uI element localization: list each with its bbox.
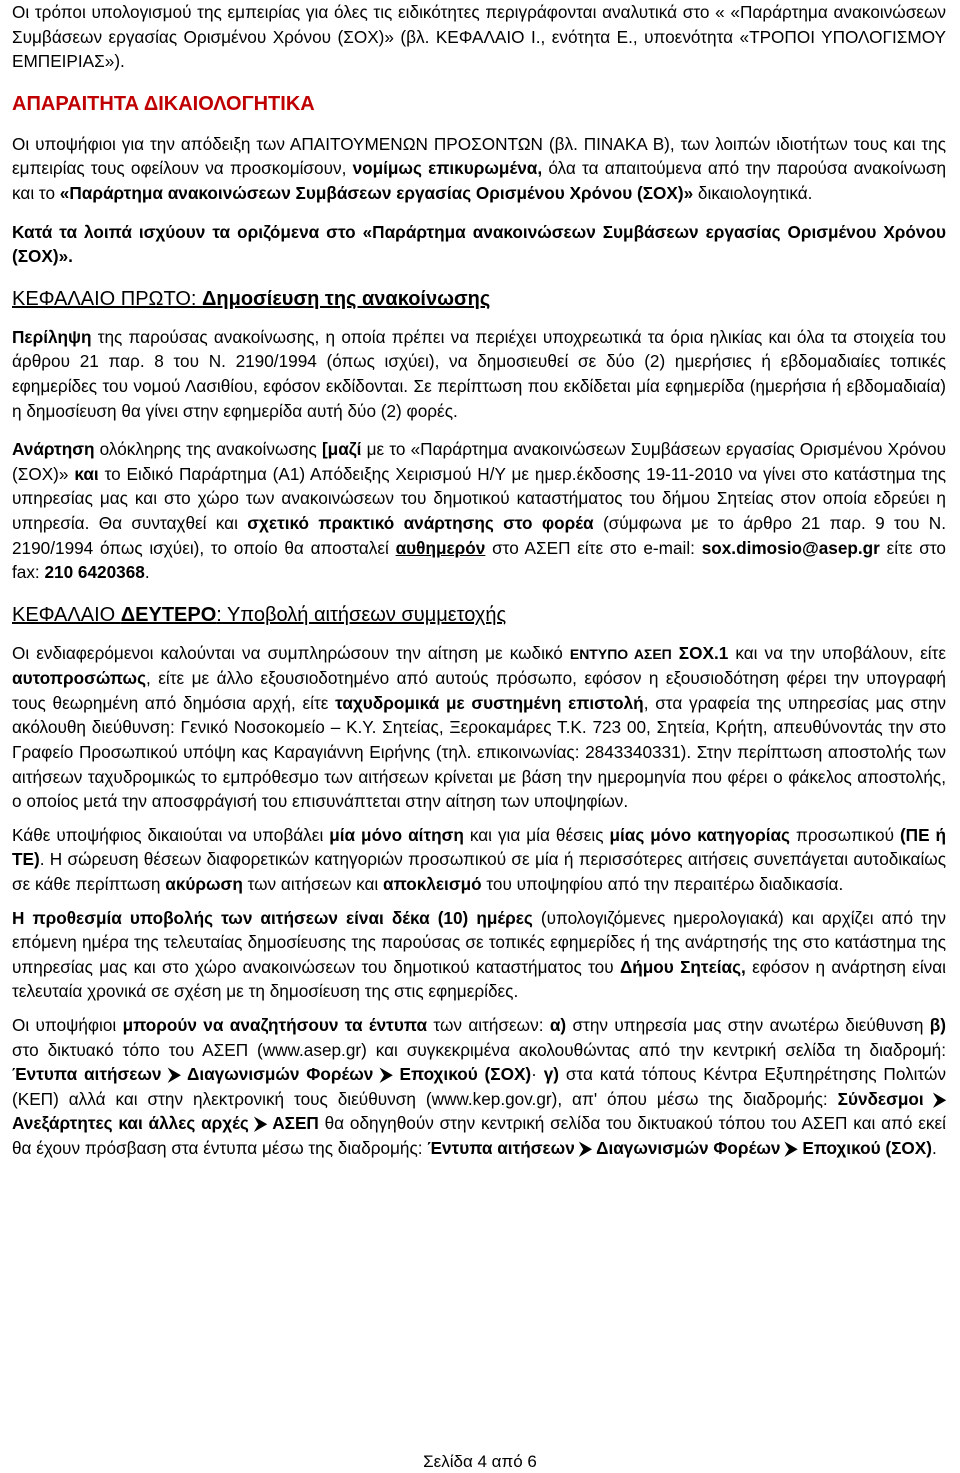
text-run: Οι υποψήφιοι (12, 1015, 123, 1035)
bold-run: Η προθεσμία υποβολής των αιτήσεων είναι δέκα (10) ημέρες (12, 907, 533, 928)
email-link[interactable]: sox.dimosio@asep.gr (701, 537, 880, 558)
bold-run: [μαζί (321, 439, 362, 460)
text-run: . (144, 562, 150, 583)
bold-run: νομίμως επικυρωμένα, (352, 158, 543, 179)
chapter-prefix: ΚΕΦΑΛΑΙΟ (12, 603, 121, 626)
text-run: και για μία θέσεις (463, 824, 610, 845)
bold-run: Διαγωνισμών Φορέων (186, 1064, 374, 1085)
text-run: στην υπηρεσία μας στην ανωτέρω διεύθυνση (566, 1015, 930, 1035)
paragraph-summary (12, 325, 946, 423)
text-run: ολόκληρης της ανακοίνωσης (94, 439, 322, 460)
paragraph-documents (12, 132, 946, 206)
arrow-right-icon: ⮞ (248, 1113, 273, 1134)
bold-run: Ανάρτηση (12, 439, 95, 460)
arrow-right-icon: ⮞ (161, 1064, 187, 1085)
bold-run: αυτοπροσώπως (12, 668, 147, 689)
heading-required-documents: ΑΠΑΡΑΙΤΗΤΑ ΔΙΚΑΙΟΛΟΓΗΤΙΚΑ (12, 92, 315, 115)
text-run: των αιτήσεων: (427, 1015, 550, 1035)
form-code: ΕΝΤΥΠΟ ΑΣΕΠ (569, 645, 672, 662)
text-run: στο ΑΣΕΠ είτε στο e-mail: (485, 537, 702, 558)
bold-run: Σύνδεσμοι (837, 1088, 924, 1109)
bold-run: αποκλεισμό (383, 874, 482, 895)
bold-run: ΑΣΕΠ (272, 1113, 319, 1134)
bold-run: α) (549, 1015, 567, 1035)
bold-run: Εποχικού (ΣΟΧ) (802, 1137, 932, 1158)
arrow-right-icon: ⮞ (574, 1137, 597, 1158)
text-run: , είτε με άλλο εξουσιοδοτημένο από αυτούς πρόσωπο, εφόσον η εξουσιοδότηση φέρει την υπογραφή τους θεωρημένη από δημόσια αρχή, είτε (12, 668, 946, 713)
arrow-right-icon: ⮞ (373, 1064, 400, 1085)
bold-run: Περίληψη (12, 326, 92, 347)
document-page (12, 0, 946, 1161)
bold-run: μία μόνο αίτηση (329, 824, 464, 845)
bold-run: Διαγωνισμών Φορέων (596, 1137, 781, 1158)
bold-run: Έντυπα αιτήσεων (427, 1137, 575, 1158)
chapter-title: Δημοσίευση της ανακοίνωσης (202, 287, 491, 310)
text-run: της παρούσας ανακοίνωσης, η οποία πρέπει να περιέχει υποχρεωτικά τα όρια ηλικίας και όλα τα στοιχεία του άρθρου 21 παρ. 8 του Ν. 2190/1994 (όπως ισχύει), να δημοσιευθεί σε δύο (2) ημερήσιες ή εβδομαδιαίες τοπικές εφημερίδες του νομού Λασιθίου, εφόσον εκδίδονται. Σε περίπτωση που εκδίδεται μία εφημερίδα (ημερήσια ή εβδομαδιαία) η δημοσίευση θα γίνει στην εφημερίδα αυτή δύο (2) φορές. (12, 326, 946, 421)
text-run: , στα γραφεία της υπηρεσίας μας στην ακόλουθη διεύθυνση: Γενικό Νοσοκομείο – Κ.Υ. Σητείας, Ξεροκαμάρες Τ.Κ. 723 00, Σητεία, Κρήτη, απευθύνοντάς την στο Γραφείο Προσωπικού υπόψη κας Καραγιάννη Ειρήνης (τηλ. επικοινωνίας: 2843340331). Στην περίπτωση αποστολής των αιτήσεων ταχυδρομικώς το εμπρόθεσμο των αιτήσεων κρίνεται με βάση την ημερομηνία που φέρει ο φάκελος αποστολής, ο οποίος μετά την αποσφράγισή του επισυνάπτεται στην αίτηση των υποψηφίων. (12, 692, 946, 812)
paragraph-submission (12, 641, 946, 814)
text-run: όλα τα απαιτούμενα από την παρούσα ανακοίνωση και το (12, 158, 946, 203)
text-run: είτε στο fax: (12, 537, 946, 583)
form-code-number: ΣΟΧ.1 (671, 642, 729, 663)
bold-run: β) (929, 1015, 946, 1035)
bold-run: και (74, 463, 99, 484)
chapter-number: ΔΕΥΤΕΡΟ (120, 603, 217, 626)
bold-run: Έντυπα αιτήσεων (12, 1064, 162, 1085)
arrow-right-icon: ⮞ (923, 1088, 946, 1109)
chapter-prefix: ΚΕΦΑΛΑΙΟ ΠΡΩΤΟ: (12, 287, 203, 310)
arrow-right-icon: ⮞ (780, 1137, 803, 1158)
text-run: Οι ενδιαφερόμενοι καλούνται να συμπληρώσουν την αίτηση με κωδικό (12, 642, 570, 663)
text-run: των αιτήσεων και (242, 874, 383, 895)
bold-run: σχετικό πρακτικό ανάρτησης στο φορέα (247, 512, 594, 533)
bold-run: Δήμου Σητείας, (619, 956, 746, 977)
chapter-title: : Υποβολή αιτήσεων συμμετοχής (216, 603, 507, 626)
paragraph-otherwise: Κατά τα λοιπά ισχύουν τα οριζόμενα στο «Παράρτημα ανακοινώσεων Συμβάσεων εργασίας Ορισμένου Χρόνου (ΣΟΧ)». (12, 221, 946, 267)
text-run: δικαιολογητικά. (693, 182, 813, 203)
bold-run: γ) (543, 1064, 560, 1085)
text-run: (σύμφωνα με το άρθρο 21 παρ. 9 του Ν. 2190/1994 όπως ισχύει), το οποίο θα αποσταλεί (12, 512, 946, 558)
text-run: . (931, 1137, 937, 1158)
chapter-two-heading (12, 601, 946, 629)
text-run: Κάθε υποψήφιος δικαιούται να υποβάλει (12, 824, 330, 845)
text-run: στο δικτυακό τόπο του ΑΣΕΠ (www.asep.gr) και συγκεκριμένα ακολουθώντας από την κεντρική σελίδα τη διαδρομή: (12, 1039, 946, 1060)
paragraph-deadline (12, 906, 946, 1004)
bold-run: Εποχικού (ΣΟΧ) (399, 1064, 532, 1085)
text-run: · (531, 1064, 544, 1085)
page-footer: Σελίδα 4 από 6 (423, 1452, 537, 1471)
text-run: στα κατά τόπους Κέντρα Εξυπηρέτησης Πολιτών (ΚΕΠ) αλλά και στην ηλεκτρονική τους διεύθυνση (www.kep.gov.gr), απ' όπου μέσω της διαδρομής: (12, 1064, 947, 1109)
text-run: και να την υποβάλουν, είτε (728, 642, 946, 663)
text-run: (υπολογιζόμενες ημερολογιακά) και αρχίζει από την επόμενη ημέρα της τελευταίας δημοσίευσης της παρούσας σε τοπικές εφημερίδες ή της ανάρτησής της στο κατάστημα της υπηρεσίας μας και στο χώρο ανακοινώσεων του δημοτικού καταστήματος του (12, 907, 947, 977)
text-run: θα οδηγηθούν στην κεντρική σελίδα του δικτυακού τόπου του ΑΣΕΠ και από εκεί θα έχουν πρόσβαση στα έντυπα μέσω της διαδρομής: (12, 1113, 946, 1158)
bold-run: «Παράρτημα ανακοινώσεων Συμβάσεων εργασίας Ορισμένου Χρόνου (ΣΟΧ)» (59, 182, 694, 203)
chapter-one-heading (12, 285, 946, 313)
paragraph-forms (12, 1013, 946, 1161)
bold-run: ταχυδρομικά με συστημένη επιστολή (335, 692, 644, 713)
text-run: εφόσον η ανάρτηση είναι τελευταία χρονικά σε σχέση με τη δημοσίευση της στις εφημερίδες. (12, 956, 946, 1002)
paragraph-posting (12, 437, 946, 585)
paragraph-experience (12, 0, 946, 74)
paragraph-single-application (12, 823, 946, 897)
text-run: Οι υποψήφιοι για την απόδειξη των ΑΠΑΙΤΟΥΜΕΝΩΝ ΠΡΟΣΟΝΤΩΝ (βλ. ΠΙΝΑΚΑ Β), των λοιπών ιδιοτήτων τους και της εμπειρίας τους οφείλουν να προσκομίσουν, (12, 133, 946, 179)
bold-run: μίας μόνο κατηγορίας (609, 824, 790, 845)
bold-run: ακύρωση (165, 874, 243, 895)
paragraph-text: Οι τρόποι υπολογισμού της εμπειρίας για όλες τις ειδικότητες περιγράφονται αναλυτικά στο « «Παράρτημα ανακοινώσεων Συμβάσεων εργασίας Ορισμένου Χρόνου (ΣΟΧ)» (βλ. ΚΕΦΑΛΑΙΟ Ι., ενότητα Ε., υποενότητα «ΤΡΟΠΟΙ ΥΠΟΛΟΓΙΣΜΟΥ ΕΜΠΕΙΡΙΑΣ»). (12, 2, 946, 72)
text-run: προσωπικού (790, 824, 900, 845)
fax-number: 210 6420368 (44, 562, 145, 583)
bold-run: Ανεξάρτητες και άλλες αρχές (12, 1113, 249, 1134)
bold-underline-run: αυθημερόν (395, 537, 486, 558)
text-run: του υποψηφίου από την περαιτέρω διαδικασία. (481, 874, 844, 895)
text-run: το Ειδικό Παράρτημα (Α1) Απόδειξης Χειρισμού Η/Υ με ημερ.έκδοσης 19-11-2010 να γίνει στο κατάστημα της υπηρεσίας μας και στο χώρο των ανακοινώσεων του δημοτικού καταστήματος του δήμου Σητείας στον οποία εδρεύει η υπηρεσία. Θα συνταχθεί και (12, 463, 946, 533)
text-run: με το «Παράρτημα ανακοινώσεων Συμβάσεων εργασίας Ορισμένου Χρόνου (ΣΟΧ)» (12, 439, 946, 484)
text-run: . Η σώρευση θέσεων διαφορετικών κατηγοριών προσωπικού σε μία ή περισσότερες αιτήσεις συνεπάγεται αυτοδικαίως σε κάθε περίπτωση (12, 849, 946, 895)
bold-run: (ΠΕ ή ΤΕ) (12, 824, 947, 870)
bold-run: μπορούν να αναζητήσουν τα έντυπα (122, 1015, 428, 1035)
